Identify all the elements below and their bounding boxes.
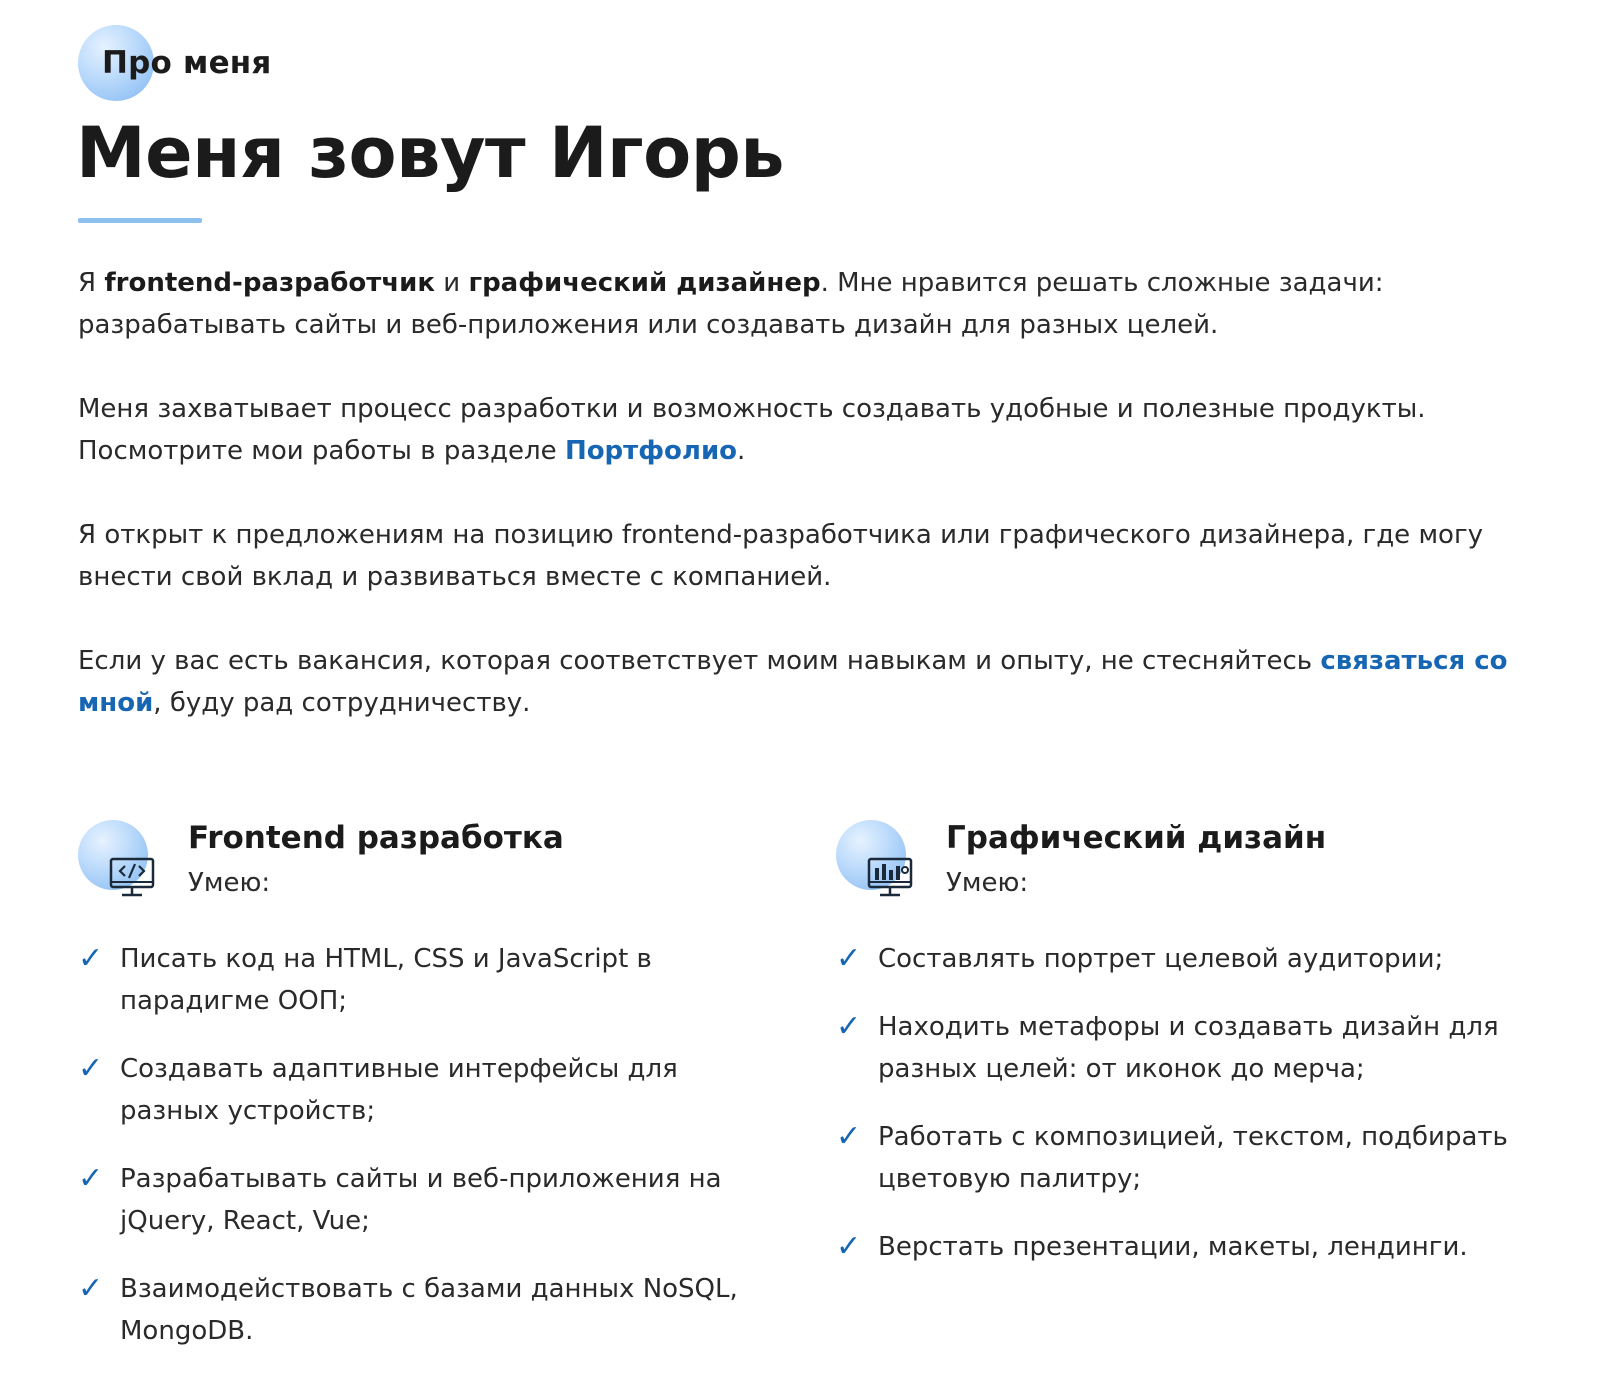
check-icon: ✓ — [836, 941, 862, 976]
skill-title: Frontend разработка — [188, 820, 564, 856]
skill-list — [78, 938, 778, 1378]
skill-header — [836, 820, 1536, 920]
design-skills-section — [836, 820, 1536, 1264]
skill-list — [836, 938, 1536, 1294]
text-span: Меня захватывает процесс разработки и возможность создавать удобные и полезные продукты. Посмотрите мои работы в разделе — [78, 394, 1426, 466]
section-label — [78, 25, 272, 101]
list-item — [78, 1048, 778, 1132]
list-item-text: Разрабатывать сайты и веб-приложения на jQuery, React, Vue; — [120, 1164, 722, 1236]
design-monitor-icon — [866, 856, 914, 900]
skill-subtitle: Умею: — [946, 868, 1029, 898]
intro-paragraph-4 — [78, 640, 1558, 724]
list-item — [836, 1006, 1536, 1090]
check-icon: ✓ — [78, 941, 104, 976]
list-item — [836, 1226, 1536, 1268]
skill-title: Графический дизайн — [946, 820, 1327, 856]
text-span: Я — [78, 268, 105, 298]
check-icon: ✓ — [78, 1161, 104, 1196]
skill-subtitle: Умею: — [188, 868, 271, 898]
text-span: , буду рад сотрудничеству. — [153, 688, 531, 718]
text-span: и — [435, 268, 469, 298]
list-item-text: Находить метафоры и создавать дизайн для разных целей: от иконок до мерча; — [878, 1012, 1499, 1084]
intro-text — [78, 262, 1558, 766]
text-span: Если у вас есть вакансия, которая соответствует моим навыкам и опыту, не стесняйтесь — [78, 646, 1321, 676]
text-span: Я открыт к предложениям на позицию frontend-разработчика или графического дизайнера, где могу внести свой вклад и развиваться вместе с компанией. — [78, 520, 1484, 592]
list-item-text: Писать код на HTML, CSS и JavaScript в парадигме ООП; — [120, 944, 652, 1016]
contact-link[interactable]: связаться со мной — [78, 646, 1508, 718]
list-item-text: Работать с композицией, текстом, подбирать цветовую палитру; — [878, 1122, 1508, 1194]
text-span: . — [737, 436, 746, 466]
check-icon: ✓ — [78, 1051, 104, 1086]
list-item — [836, 938, 1536, 980]
check-icon: ✓ — [78, 1271, 104, 1306]
intro-paragraph-3 — [78, 514, 1558, 598]
skill-header — [78, 820, 778, 920]
intro-paragraph-2 — [78, 388, 1558, 472]
title-underline — [78, 218, 202, 223]
list-item-text: Верстать презентации, макеты, лендинги. — [878, 1232, 1468, 1262]
bold-design-role: графический дизайнер — [468, 268, 821, 298]
page-title: Меня зовут Игорь — [76, 112, 785, 194]
check-icon: ✓ — [836, 1009, 862, 1044]
frontend-skills-section — [78, 820, 778, 1346]
list-item — [78, 1158, 778, 1242]
list-item — [836, 1116, 1536, 1200]
section-label-text: Про меня — [102, 45, 272, 81]
list-item-text: Создавать адаптивные интерфейсы для разных устройств; — [120, 1054, 678, 1126]
intro-paragraph-1 — [78, 262, 1558, 346]
code-monitor-icon — [108, 856, 156, 900]
list-item-text: Составлять портрет целевой аудитории; — [878, 944, 1444, 974]
list-item-text: Взаимодействовать с базами данных NoSQL, MongoDB. — [120, 1274, 738, 1346]
bold-frontend-role: frontend-разработчик — [104, 268, 436, 298]
portfolio-link[interactable]: Портфолио — [564, 436, 738, 466]
list-item — [78, 1268, 778, 1352]
list-item — [78, 938, 778, 1022]
check-icon: ✓ — [836, 1229, 862, 1264]
check-icon: ✓ — [836, 1119, 862, 1154]
text-span: . Мне нравится решать сложные задачи: разрабатывать сайты и веб-приложения или создавать дизайн для разных целей. — [78, 268, 1384, 340]
